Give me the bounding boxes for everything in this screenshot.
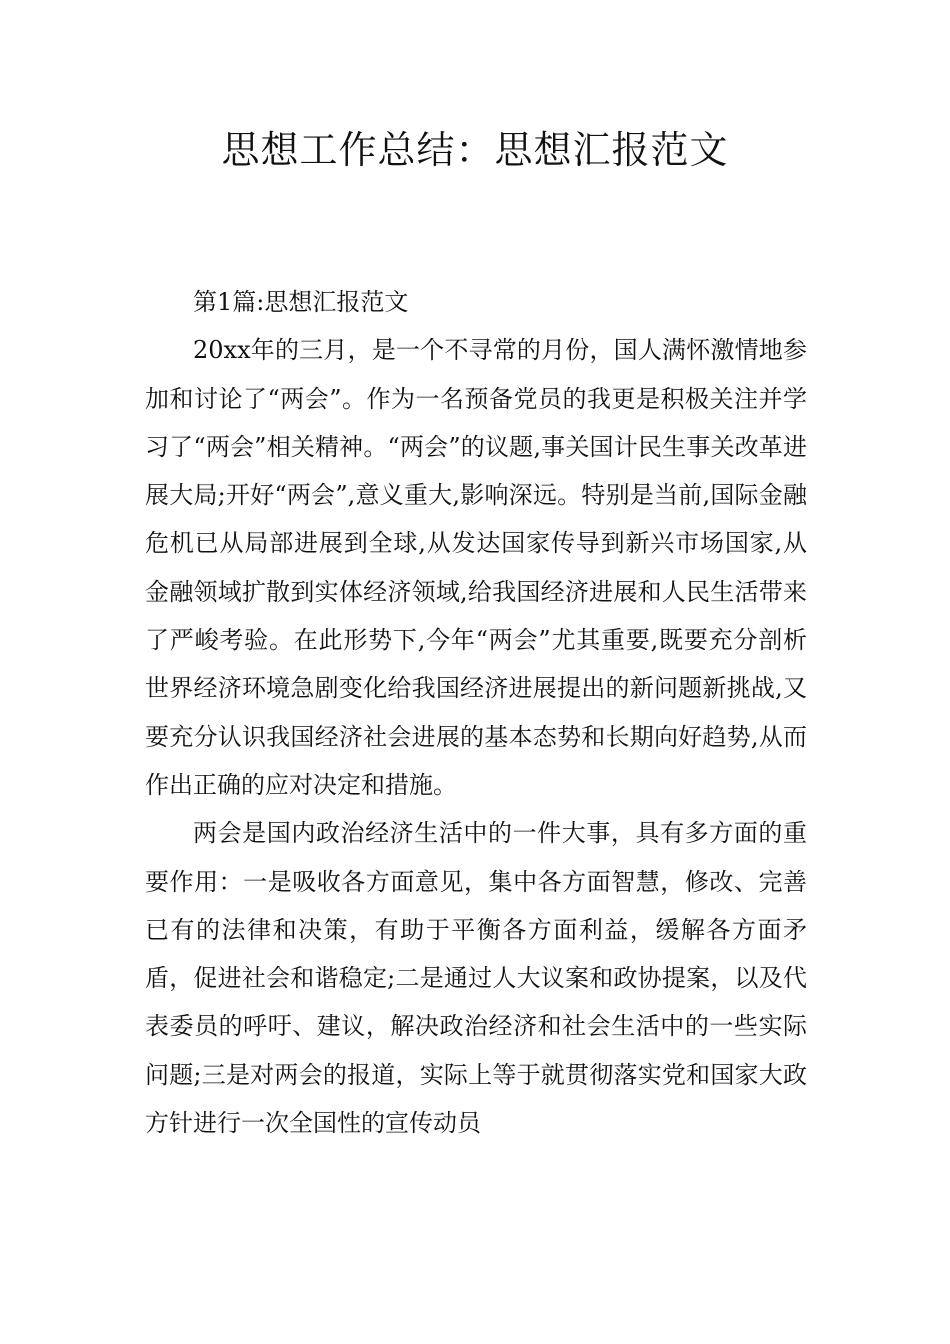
- document-body: [145, 278, 807, 1147]
- document-title: 思想工作总结：思想汇报范文: [221, 128, 729, 172]
- paragraph-1: 20xx年的三月，是一个不寻常的月份，国人满怀激情地参加和讨论了“两会”。作为一名预备党员的我更是积极关注并学习了“两会”相关精神。“两会”的议题,事关国计民生事关改革进展大局;开好“两会”,意义重大,影响深远。特别是当前,国际金融危机已从局部进展到全球,从发达国家传导到新兴市场国家,从金融领域扩散到实体经济领域,给我国经济进展和人民生活带来了严峻考验。在此形势下,今年“两会”尤其重要,既要充分剖析世界经济环境急剧变化给我国经济进展提出的新问题新挑战,又要充分认识我国经济社会进展的基本态势和长期向好趋势,从而作出正确的应对决定和措施。: [145, 336, 807, 799]
- paragraph-2: 两会是国内政治经济生活中的一件大事，具有多方面的重要作用：一是吸收各方面意见，集中各方面智慧，修改、完善已有的法律和决策，有助于平衡各方面利益，缓解各方面矛盾，促进社会和谐稳定;二是通过人大议案和政协提案，以及代表委员的呼吁、建议，解决政治经济和社会生活中的一些实际问题;三是对两会的报道，实际上等于就贯彻落实党和国家大政方针进行一次全国性的宣传动员: [145, 819, 807, 1138]
- section-heading: 第1篇:思想汇报范文: [193, 288, 409, 316]
